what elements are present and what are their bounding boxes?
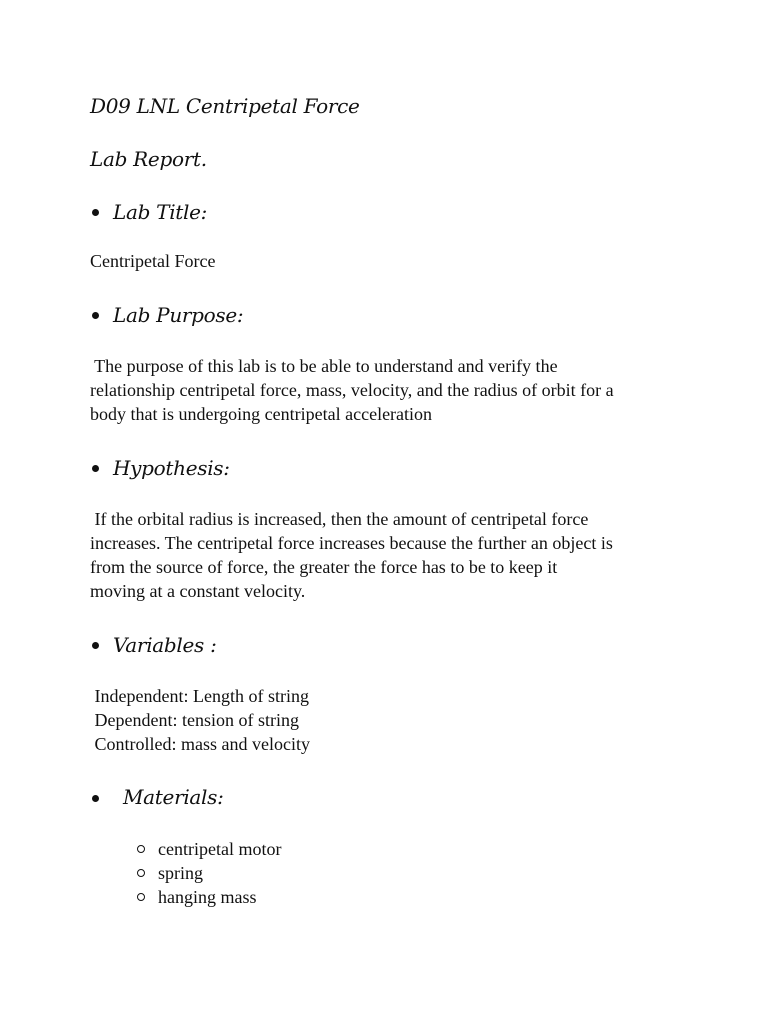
lab-title-heading: Lab Title: (113, 200, 208, 224)
hypothesis-paragraph (90, 507, 690, 603)
lab-purpose-heading: Lab Purpose: (113, 303, 244, 327)
variable-line: Controlled: mass and velocity (90, 734, 310, 754)
paragraph-line: moving at a constant velocity. (90, 581, 306, 601)
bullet-icon (92, 642, 99, 649)
paragraph-line: increases. The centripetal force increases because the further an object is (90, 533, 613, 553)
material-item: centripetal motor (158, 839, 282, 859)
paragraph-line: If the orbital radius is increased, then the amount of centripetal force (90, 509, 589, 529)
bullet-icon (92, 795, 99, 802)
lab-title-text: Centripetal Force (90, 251, 216, 271)
document-subtitle: Lab Report. (90, 147, 207, 171)
variables-list (90, 684, 690, 756)
bullet-icon (92, 312, 99, 319)
document-title: D09 LNL Centripetal Force (90, 94, 360, 118)
paragraph-line: The purpose of this lab is to be able to understand and verify the (90, 356, 558, 376)
variable-line: Dependent: tension of string (90, 710, 299, 730)
material-item: hanging mass (158, 887, 257, 907)
materials-heading: Materials: (123, 785, 224, 809)
circle-bullet-icon (137, 893, 145, 901)
bullet-icon (92, 209, 99, 216)
circle-bullet-icon (137, 869, 145, 877)
material-item: spring (158, 863, 203, 883)
hypothesis-heading: Hypothesis: (113, 456, 230, 480)
variables-heading: Variables : (113, 633, 217, 657)
circle-bullet-icon (137, 845, 145, 853)
paragraph-line: body that is undergoing centripetal acceleration (90, 404, 433, 424)
bullet-icon (92, 465, 99, 472)
variable-line: Independent: Length of string (90, 686, 309, 706)
lab-purpose-paragraph (90, 354, 690, 426)
paragraph-line: from the source of force, the greater the force has to be to keep it (90, 557, 558, 577)
paragraph-line: relationship centripetal force, mass, velocity, and the radius of orbit for a (90, 380, 614, 400)
